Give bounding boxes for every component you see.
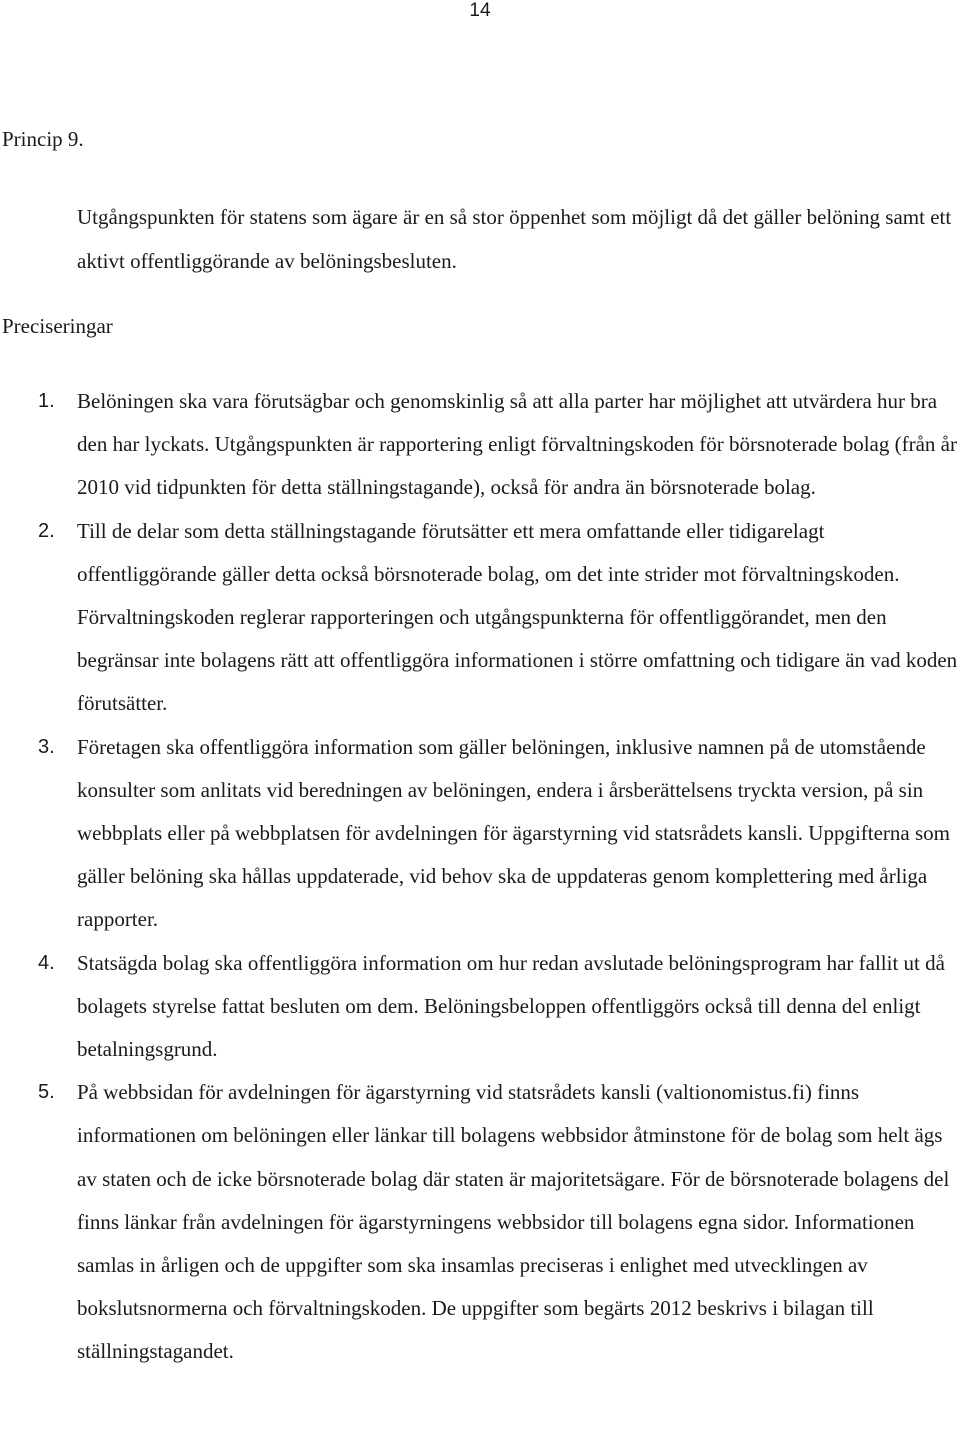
precisions-heading: Preciseringar	[2, 314, 113, 338]
list-item-text: Belöningen ska vara förutsägbar och genomskinlig så att alla parter har möjlighet att utvärdera hur bra den har lyckats. Utgångspunkten är rapportering enligt förvaltningskoden för börsnoterade bolag (från år 2010 vid tidpunkten för detta ställningstagande), också för andra än börsnoterade bolag.	[77, 389, 957, 500]
principle-text: Utgångspunkten för statens som ägare är en så stor öppenhet som möjligt då det gäller belöning samt ett aktivt offentliggörande av belöningsbesluten.	[77, 205, 952, 273]
list-item-text: Företagen ska offentliggöra information som gäller belöningen, inklusive namnen på de utomstående konsulter som anlitats vid beredningen av belöningen, endera i årsberättelsens tryckta version, på sin webbplats eller på webbplatsen för avdelningen för ägarstyrning vid statsrådets kansli. Uppgifterna som gäller belöning ska hållas uppdaterade, vid behov ska de uppdateras genom komplettering med årliga rapporter.	[77, 734, 951, 932]
list-item-text: På webbsidan för avdelningen för ägarstyrning vid statsrådets kansli (valtionomistus.fi) finns informationen om belöningen eller länkar till bolagens webbsidor åtminstone för de bolag som helt ägs av staten och de icke börsnoterade bolag där staten är majoritetsägare. För de börsnoterade bolagens del finns länkar från avdelningen för ägarstyrningens webbsidor till bolagens egna sidor. Informationen samlas in årligen och de uppgifter som ska insamlas preciseras i enlighet med utvecklingen av bokslutsnormerna och förvaltningskoden. De uppgifter som begärts 2012 beskrivs i bilagan till ställningstagandet.	[77, 1080, 950, 1364]
list-item	[0, 942, 959, 1072]
list-item	[0, 510, 959, 726]
list-item-number: 3.	[38, 735, 55, 758]
list-item-number: 4.	[38, 951, 55, 974]
list-item	[0, 1071, 959, 1373]
list-item-number: 5.	[38, 1081, 55, 1104]
list-item	[0, 380, 959, 510]
list-item-text: Till de delar som detta ställningstagande förutsätter ett mera omfattande eller tidigarelagt offentliggörande gäller detta också börsnoterade bolag, om det inte strider mot förvaltningskoden. Förvaltningskoden reglerar rapporteringen och utgångspunkterna för offentliggörandet, men den begränsar inte bolagens rätt att offentliggöra informationen i större omfattning och tidigare än vad koden förutsätter.	[77, 518, 958, 716]
principle-heading: Princip 9.	[2, 127, 84, 151]
list-item-number: 2.	[38, 519, 55, 542]
list-item-number: 1.	[38, 390, 55, 412]
page-number: 14	[469, 0, 491, 21]
list-item	[0, 726, 959, 942]
list-item-text: Statsägda bolag ska offentliggöra information om hur redan avslutade belöningsprogram har fallit ut då bolagets styrelse fattat besluten om dem. Belöningsbeloppen offentliggörs också till denna del enligt betalningsgrund.	[77, 950, 945, 1062]
precisions-list	[0, 380, 960, 1374]
